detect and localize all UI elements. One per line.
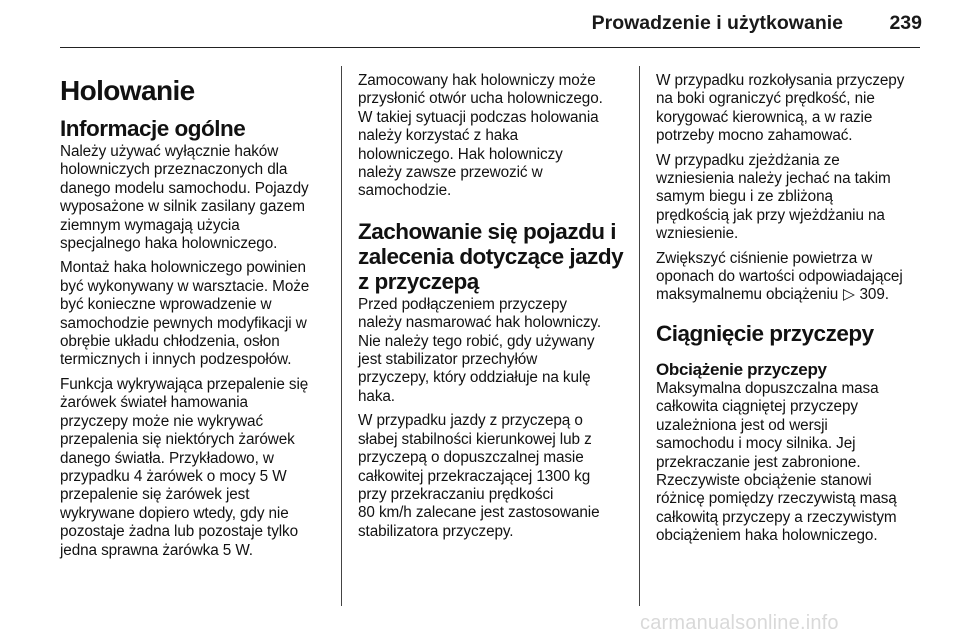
column-1 [60,72,336,566]
paragraph-text: Zwiększyć ciśnienie powietrza w oponach do wartości odpowiadającej maksymalnemu obciążeniu [656,249,903,304]
header-title: Prowadzenie i użytkowanie [591,12,843,34]
subsection-title-general: Informacje ogólne [60,116,246,141]
watermark-text: carmanualsonline.info [640,612,839,634]
column-divider-1 [341,66,342,606]
paragraph: Przed podłączeniem przyczepy należy nasmarować hak holowniczy. Nie należy tego robić, gdy używany jest stabilizator przechyłów przyczepy, który oddziałuje na kulę haka. [358,295,601,405]
subsection-title-driving-with-trailer: Zachowanie się pojazdu i zalecenia dotyczące jazdy z przyczepą [358,218,624,294]
arrow-icon: ▷ [843,286,855,304]
paragraph: W przypadku jazdy z przyczepą o słabej stabilności kierunkowej lub z przyczepą o dopuszczalnej masie całkowitej przekraczającej 1300 kg przy przekraczaniu prędkości 80 km/h zalecane jest zastosowanie stabilizatora przyczepy. [358,412,600,540]
paragraph: W przypadku zjeżdżania ze wzniesienia należy jechać na takim samym biegu i ze zbliżoną prędkością jak przy wjeżdżaniu na wzniesienie. [656,151,891,243]
paragraph-tyre-pressure [656,250,924,305]
column-3 [656,72,924,552]
page-reference-link[interactable]: 309. [859,286,889,304]
header-rule [60,47,920,48]
column-2 [358,72,626,547]
section-title-towing: Holowanie [60,75,195,106]
paragraph: W przypadku rozkołysania przyczepy na boki ograniczyć prędkość, nie korygować kierownicą, a w razie potrzeby mocno zahamować. [656,72,905,145]
column-divider-2 [639,66,640,606]
paragraph: Należy używać wyłącznie haków holowniczych przeznaczonych dla danego modelu samochodu. Pojazdy wyposażone w silnik zasilany gazem ziemnym wymagają użycia specjalnego haka holowniczego. [60,143,309,253]
section-title-trailer-towing: Ciągnięcie przyczepy [656,320,874,346]
paragraph: Maksymalna dopuszczalna masa całkowita ciągniętej przyczepy uzależniona jest od wersji samochodu i mocy silnika. Jej przekraczanie jest zabronione. Rzeczywiste obciążenie stanowi różnicę pomiędzy rzeczywistą masą całkowitą przyczepy a rzeczywistym obciążeniem haka holowniczego. [656,379,897,545]
paragraph: Funkcja wykrywająca przepalenie się żarówek świateł hamowania przyczepy może nie wykrywać przepalenia się niektórych żarówek danego światła. Przykładowo, w przypadku 4 żarówek o mocy 5 W przepalenie się żarówek jest wykrywane dopiero wtedy, gdy nie pozostaje żadna lub pozostaje tylko jedna sprawna żarówka 5 W. [60,375,309,559]
page-number: 239 [889,12,922,34]
paragraph: Zamocowany hak holowniczy może przysłonić otwór ucha holowniczego. W takiej sytuacji podczas holowania należy korzystać z haka holowniczego. Hak holowniczy należy zawsze przewozić w samochodzie. [358,72,603,200]
paragraph: Montaż haka holowniczego powinien być wykonywany w warsztacie. Może być konieczne wprowadzenie w samochodzie pewnych modyfikacji w obrębie układu chłodzenia, osłon termicznych i innych podzespołów. [60,259,310,369]
subsection-title-trailer-load: Obciążenie przyczepy [656,359,827,379]
